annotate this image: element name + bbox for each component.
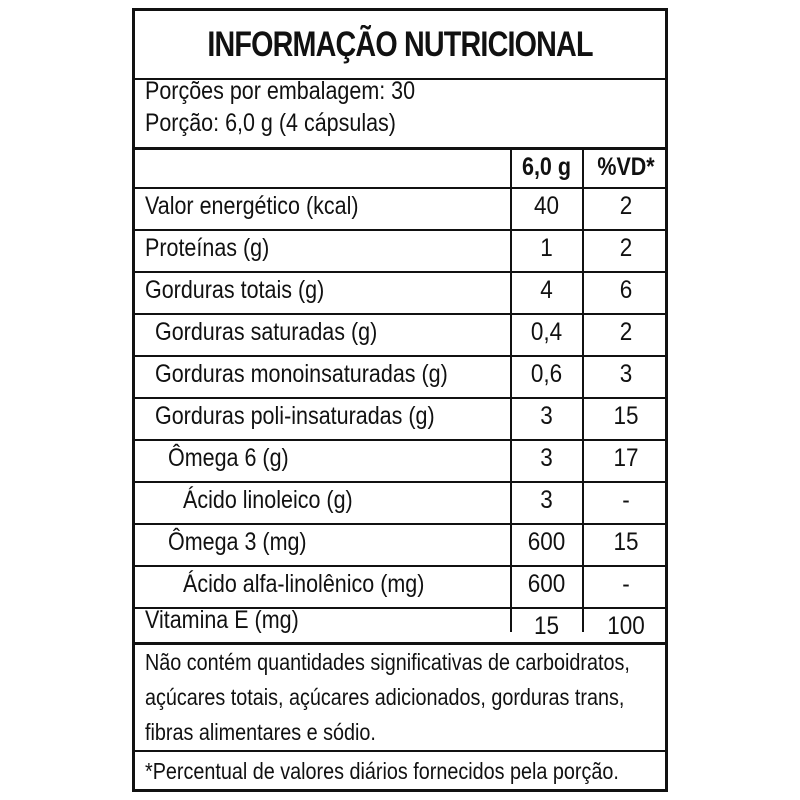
nutrient-dv: 6 [619, 276, 633, 304]
row-divider [135, 439, 665, 441]
row-divider [135, 397, 665, 399]
nutrition-facts-label [132, 8, 668, 792]
nutrient-name: Gorduras poli-insaturadas (g) [155, 402, 435, 430]
servings-per-package: Porções por embalagem: 30 [145, 77, 416, 105]
footnote-line: Não contém quantidades significativas de carboidratos, [145, 649, 630, 675]
row-divider [135, 565, 665, 567]
nutrient-name: Ômega 3 (mg) [168, 528, 307, 556]
nutrient-name: Gorduras monoinsaturadas (g) [155, 360, 448, 388]
nutrient-amount: 4 [540, 276, 553, 304]
serving-size: Porção: 6,0 g (4 cápsulas) [145, 109, 396, 137]
nutrient-dv: 3 [619, 360, 633, 388]
nutrient-dv: - [622, 486, 630, 514]
nutrient-name: Ácido linoleico (g) [183, 486, 353, 514]
nutrient-dv: 2 [619, 234, 633, 262]
footnote [145, 645, 630, 750]
footnote-line: açúcares totais, açúcares adicionados, gorduras trans, [145, 684, 625, 710]
nutrient-name: Proteínas (g) [145, 234, 270, 262]
row-divider [135, 481, 665, 483]
row-divider [135, 229, 665, 231]
divider-vd-note [135, 750, 665, 752]
nutrient-amount: 3 [540, 486, 553, 514]
label-title: INFORMAÇÃO NUTRICIONAL [207, 25, 593, 64]
nutrient-name: Gorduras saturadas (g) [155, 318, 378, 346]
nutrient-dv: 2 [619, 318, 633, 346]
nutrient-dv: 15 [613, 528, 639, 556]
footnote-line: fibras alimentares e sódio. [145, 719, 376, 745]
nutrient-amount: 1 [540, 234, 553, 262]
nutrient-name: Ômega 6 (g) [168, 444, 289, 472]
divider-header [135, 147, 665, 150]
row-divider [135, 271, 665, 273]
nutrient-name: Ácido alfa-linolênico (mg) [183, 570, 425, 598]
nutrient-amount: 40 [533, 192, 560, 220]
nutrient-dv: 15 [613, 402, 639, 430]
nutrient-amount: 600 [527, 528, 566, 556]
nutrient-amount: 15 [533, 612, 560, 640]
nutrient-name: Valor energético (kcal) [145, 192, 359, 220]
nutrient-amount: 0,6 [530, 360, 563, 388]
nutrient-dv: 17 [613, 444, 639, 472]
row-divider [135, 187, 665, 189]
nutrient-name: Vitamina E (mg) [145, 606, 299, 634]
nutrient-dv: 100 [607, 612, 645, 640]
row-divider [135, 313, 665, 315]
nutrient-dv: 2 [619, 192, 633, 220]
column-header-dv: %VD* [597, 153, 655, 181]
nutrient-amount: 600 [527, 570, 566, 598]
row-divider [135, 523, 665, 525]
nutrient-amount: 3 [540, 402, 553, 430]
vd-note: *Percentual de valores diários fornecidos pela porção. [145, 758, 619, 784]
row-divider [135, 355, 665, 357]
nutrient-dv: - [622, 570, 630, 598]
column-header-amount: 6,0 g [521, 153, 571, 181]
nutrient-amount: 0,4 [530, 318, 563, 346]
column-line-dv [582, 147, 584, 632]
nutrient-name: Gorduras totais (g) [145, 276, 325, 304]
nutrient-amount: 3 [540, 444, 553, 472]
column-line-amount [510, 147, 512, 632]
